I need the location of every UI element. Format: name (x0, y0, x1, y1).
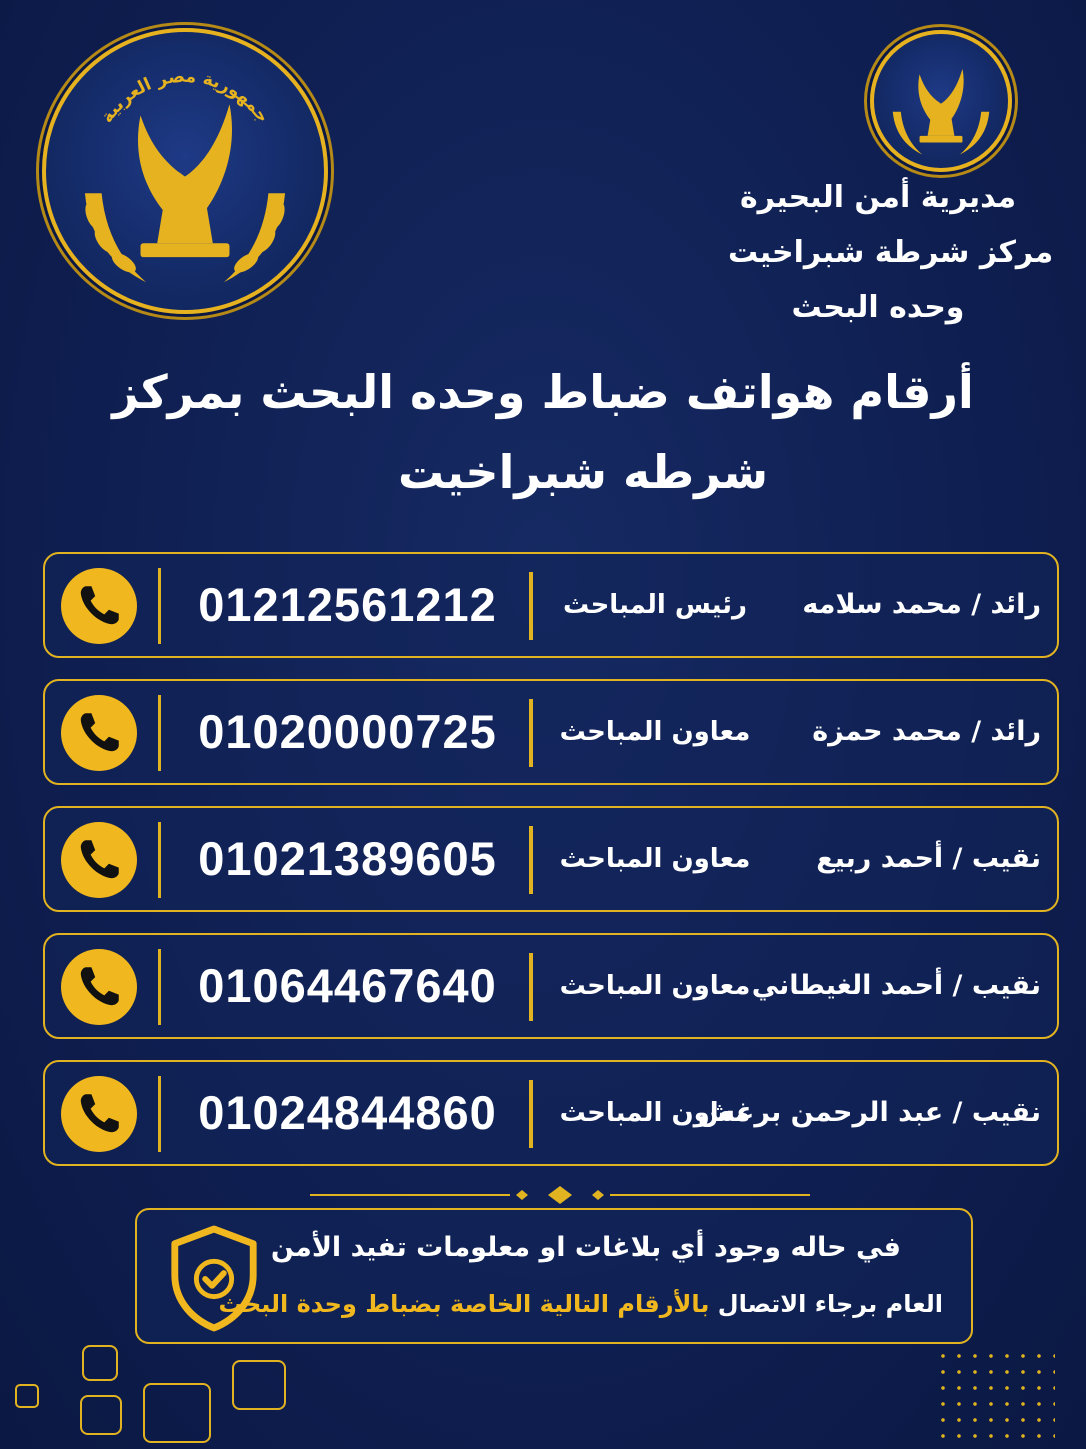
officer-name: نقيب / أحمد ربيع (816, 843, 1041, 874)
decorative-dots (935, 1348, 1055, 1443)
eagle-emblem-icon (874, 34, 1008, 168)
officer-row (43, 806, 1059, 912)
decorative-square (232, 1360, 286, 1410)
divider (529, 699, 533, 767)
notice-line-2-highlight: بالأرقام التالية الخاصة بضباط وحدة البحث (218, 1290, 710, 1318)
police-emblem-small (870, 30, 1012, 172)
title-line-2: شرطه شبراخيت (397, 445, 769, 499)
decorative-square (80, 1395, 122, 1435)
notice-line-2 (219, 1290, 943, 1318)
officer-name: نقيب / أحمد الغيطاني (751, 970, 1041, 1001)
phone-icon (61, 949, 137, 1025)
phone-icon (61, 695, 137, 771)
phone-call-button[interactable] (61, 1076, 137, 1152)
phone-call-button[interactable] (61, 568, 137, 644)
officer-name: نقيب / عبد الرحمن برغش (697, 1097, 1041, 1128)
decorative-square (143, 1383, 211, 1443)
officer-name: رائد / محمد سلامه (802, 589, 1041, 620)
notice-line-1: في حاله وجود أي بلاغات او معلومات تفيد الأمن (270, 1232, 901, 1263)
divider (158, 1076, 161, 1152)
officer-name: رائد / محمد حمزة (812, 716, 1041, 747)
officer-role: رئيس المباحث (563, 590, 747, 620)
center-label: مركز شرطة شبراخيت (728, 235, 1054, 270)
divider (158, 949, 161, 1025)
eagle-emblem-icon (46, 32, 324, 310)
officer-row (43, 933, 1059, 1039)
title-line-1: أرقام هواتف ضباط وحده البحث بمركز (112, 365, 974, 419)
phone-number[interactable]: 01020000725 (198, 705, 497, 758)
unit-label: وحده البحث (791, 290, 965, 325)
officer-row (43, 679, 1059, 785)
phone-icon (61, 1076, 137, 1152)
phone-icon (61, 822, 137, 898)
phone-number[interactable]: 01024844860 (198, 1086, 497, 1139)
notice-line-2-plain: العام برجاء الاتصال (709, 1290, 943, 1318)
phone-number[interactable]: 01021389605 (198, 832, 497, 885)
decorative-square (82, 1345, 118, 1381)
divider (529, 572, 533, 640)
notice-box (135, 1208, 973, 1344)
divider (158, 822, 161, 898)
divider (529, 826, 533, 894)
officer-row (43, 1060, 1059, 1166)
divider (529, 953, 533, 1021)
emblem-ring-text: جمهورية مصر العربية (97, 66, 273, 127)
officer-role: معاون المباحث (559, 1098, 751, 1128)
phone-icon (61, 568, 137, 644)
phone-number[interactable]: 01064467640 (198, 959, 497, 1012)
phone-call-button[interactable] (61, 949, 137, 1025)
ornament-divider (310, 1185, 810, 1205)
divider (529, 1080, 533, 1148)
officer-role: معاون المباحث (559, 971, 751, 1001)
officer-list (43, 552, 1059, 1187)
phone-call-button[interactable] (61, 822, 137, 898)
officer-role: معاون المباحث (559, 717, 751, 747)
divider (158, 695, 161, 771)
phone-number[interactable]: 01212561212 (198, 578, 497, 631)
svg-text:جمهورية مصر العربية (97, 67, 273, 127)
header-block (728, 170, 1054, 335)
page-title (0, 352, 1086, 512)
directorate-label: مديرية أمن البحيرة (739, 180, 1017, 215)
police-emblem-large (42, 28, 328, 314)
officer-row (43, 552, 1059, 658)
decorative-square (15, 1384, 39, 1408)
divider (158, 568, 161, 644)
phone-call-button[interactable] (61, 695, 137, 771)
officer-role: معاون المباحث (559, 844, 751, 874)
